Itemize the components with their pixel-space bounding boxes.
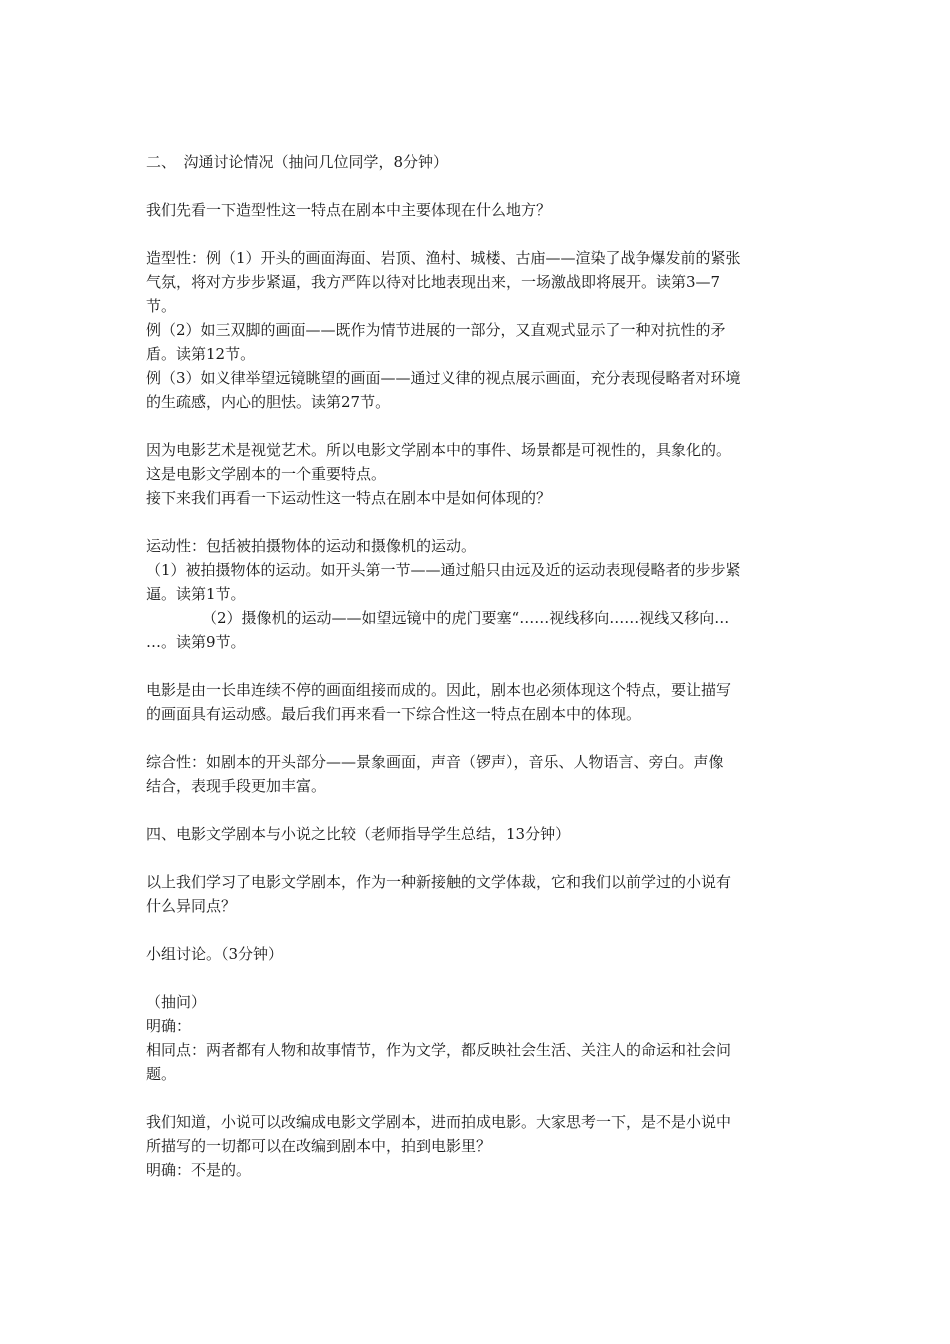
blank-line: [146, 654, 810, 678]
text-line: （2）摄像机的运动——如望远镜中的虎门要塞“……视线移向……视线又移向…: [202, 609, 730, 627]
text-line: 结合，表现手段更加丰富。: [146, 777, 327, 795]
text-line: 造型性：例（1）开头的画面海面、岩顶、渔村、城楼、古庙——渲染了战争爆发前的紧张: [146, 249, 741, 267]
text-line: …。读第9节。: [146, 633, 246, 651]
text-line: 盾。读第12节。: [146, 345, 256, 363]
text-line: 以上我们学习了电影文学剧本，作为一种新接触的文学体裁，它和我们以前学过的小说有: [146, 873, 732, 891]
text-line: 什么异同点？: [146, 897, 237, 915]
text-line: 四、电影文学剧本与小说之比较（老师指导学生总结，13分钟）: [146, 825, 571, 843]
text-line: 的生疏感，内心的胆怯。读第27节。: [146, 393, 391, 411]
text-line: （1）被拍摄物体的运动。如开头第一节——通过船只由远及近的运动表现侵略者的步步紧: [146, 561, 741, 579]
text-line: 运动性：包括被拍摄物体的运动和摄像机的运动。: [146, 537, 477, 555]
blank-line: [146, 510, 810, 534]
blank-line: [146, 846, 810, 870]
document-page: [146, 150, 810, 1182]
blank-line: [146, 414, 810, 438]
text-line: 的画面具有运动感。最后我们再来看一下综合性这一特点在剧本中的体现。: [146, 705, 642, 723]
blank-line: [146, 174, 810, 198]
text-line: 节。: [146, 297, 177, 315]
text-line: 例（3）如义律举望远镜眺望的画面——通过义律的视点展示画面，充分表现侵略者对环境: [146, 369, 741, 387]
blank-line: [146, 966, 810, 990]
text-line: 这是电影文学剧本的一个重要特点。: [146, 465, 387, 483]
blank-line: [146, 798, 810, 822]
text-line: 气氛，将对方步步紧逼，我方严阵以待对比地表现出来，一场激战即将展开。读第3—7: [146, 273, 721, 291]
text-line: 因为电影艺术是视觉艺术。所以电影文学剧本中的事件、场景都是可视性的，具象化的。: [146, 441, 732, 459]
text-line: 二、 沟通讨论情况（抽问几位同学，8分钟）: [146, 153, 449, 171]
blank-line: [146, 726, 810, 750]
text-line: 综合性：如剧本的开头部分——景象画面，声音（锣声），音乐、人物语言、旁白。声像: [146, 753, 724, 771]
text-line: 接下来我们再看一下运动性这一特点在剧本中是如何体现的？: [146, 489, 552, 507]
text-line: 我们先看一下造型性这一特点在剧本中主要体现在什么地方？: [146, 201, 552, 219]
text-line: 逼。读第1节。: [146, 585, 246, 603]
text-line: 我们知道，小说可以改编成电影文学剧本，进而拍成电影。大家思考一下，是不是小说中: [146, 1113, 732, 1131]
text-line: 小组讨论。（3分钟）: [146, 945, 284, 963]
blank-line: [146, 1086, 810, 1110]
text-line: 题。: [146, 1065, 177, 1083]
text-line: 例（2）如三双脚的画面——既作为情节进展的一部分，又直观式显示了一种对抗性的矛: [146, 321, 726, 339]
text-line: 明确：: [146, 1017, 192, 1035]
text-line: 相同点：两者都有人物和故事情节，作为文学，都反映社会生活、关注人的命运和社会问: [146, 1041, 732, 1059]
text-line: 所描写的一切都可以在改编到剧本中，拍到电影里？: [146, 1137, 492, 1155]
blank-line: [146, 918, 810, 942]
blank-line: [146, 222, 810, 246]
text-line: （抽问）: [146, 993, 207, 1011]
text-line: 电影是由一长串连续不停的画面组接而成的。因此，剧本也必须体现这个特点，要让描写: [146, 681, 732, 699]
text-line: 明确：不是的。: [146, 1161, 252, 1179]
